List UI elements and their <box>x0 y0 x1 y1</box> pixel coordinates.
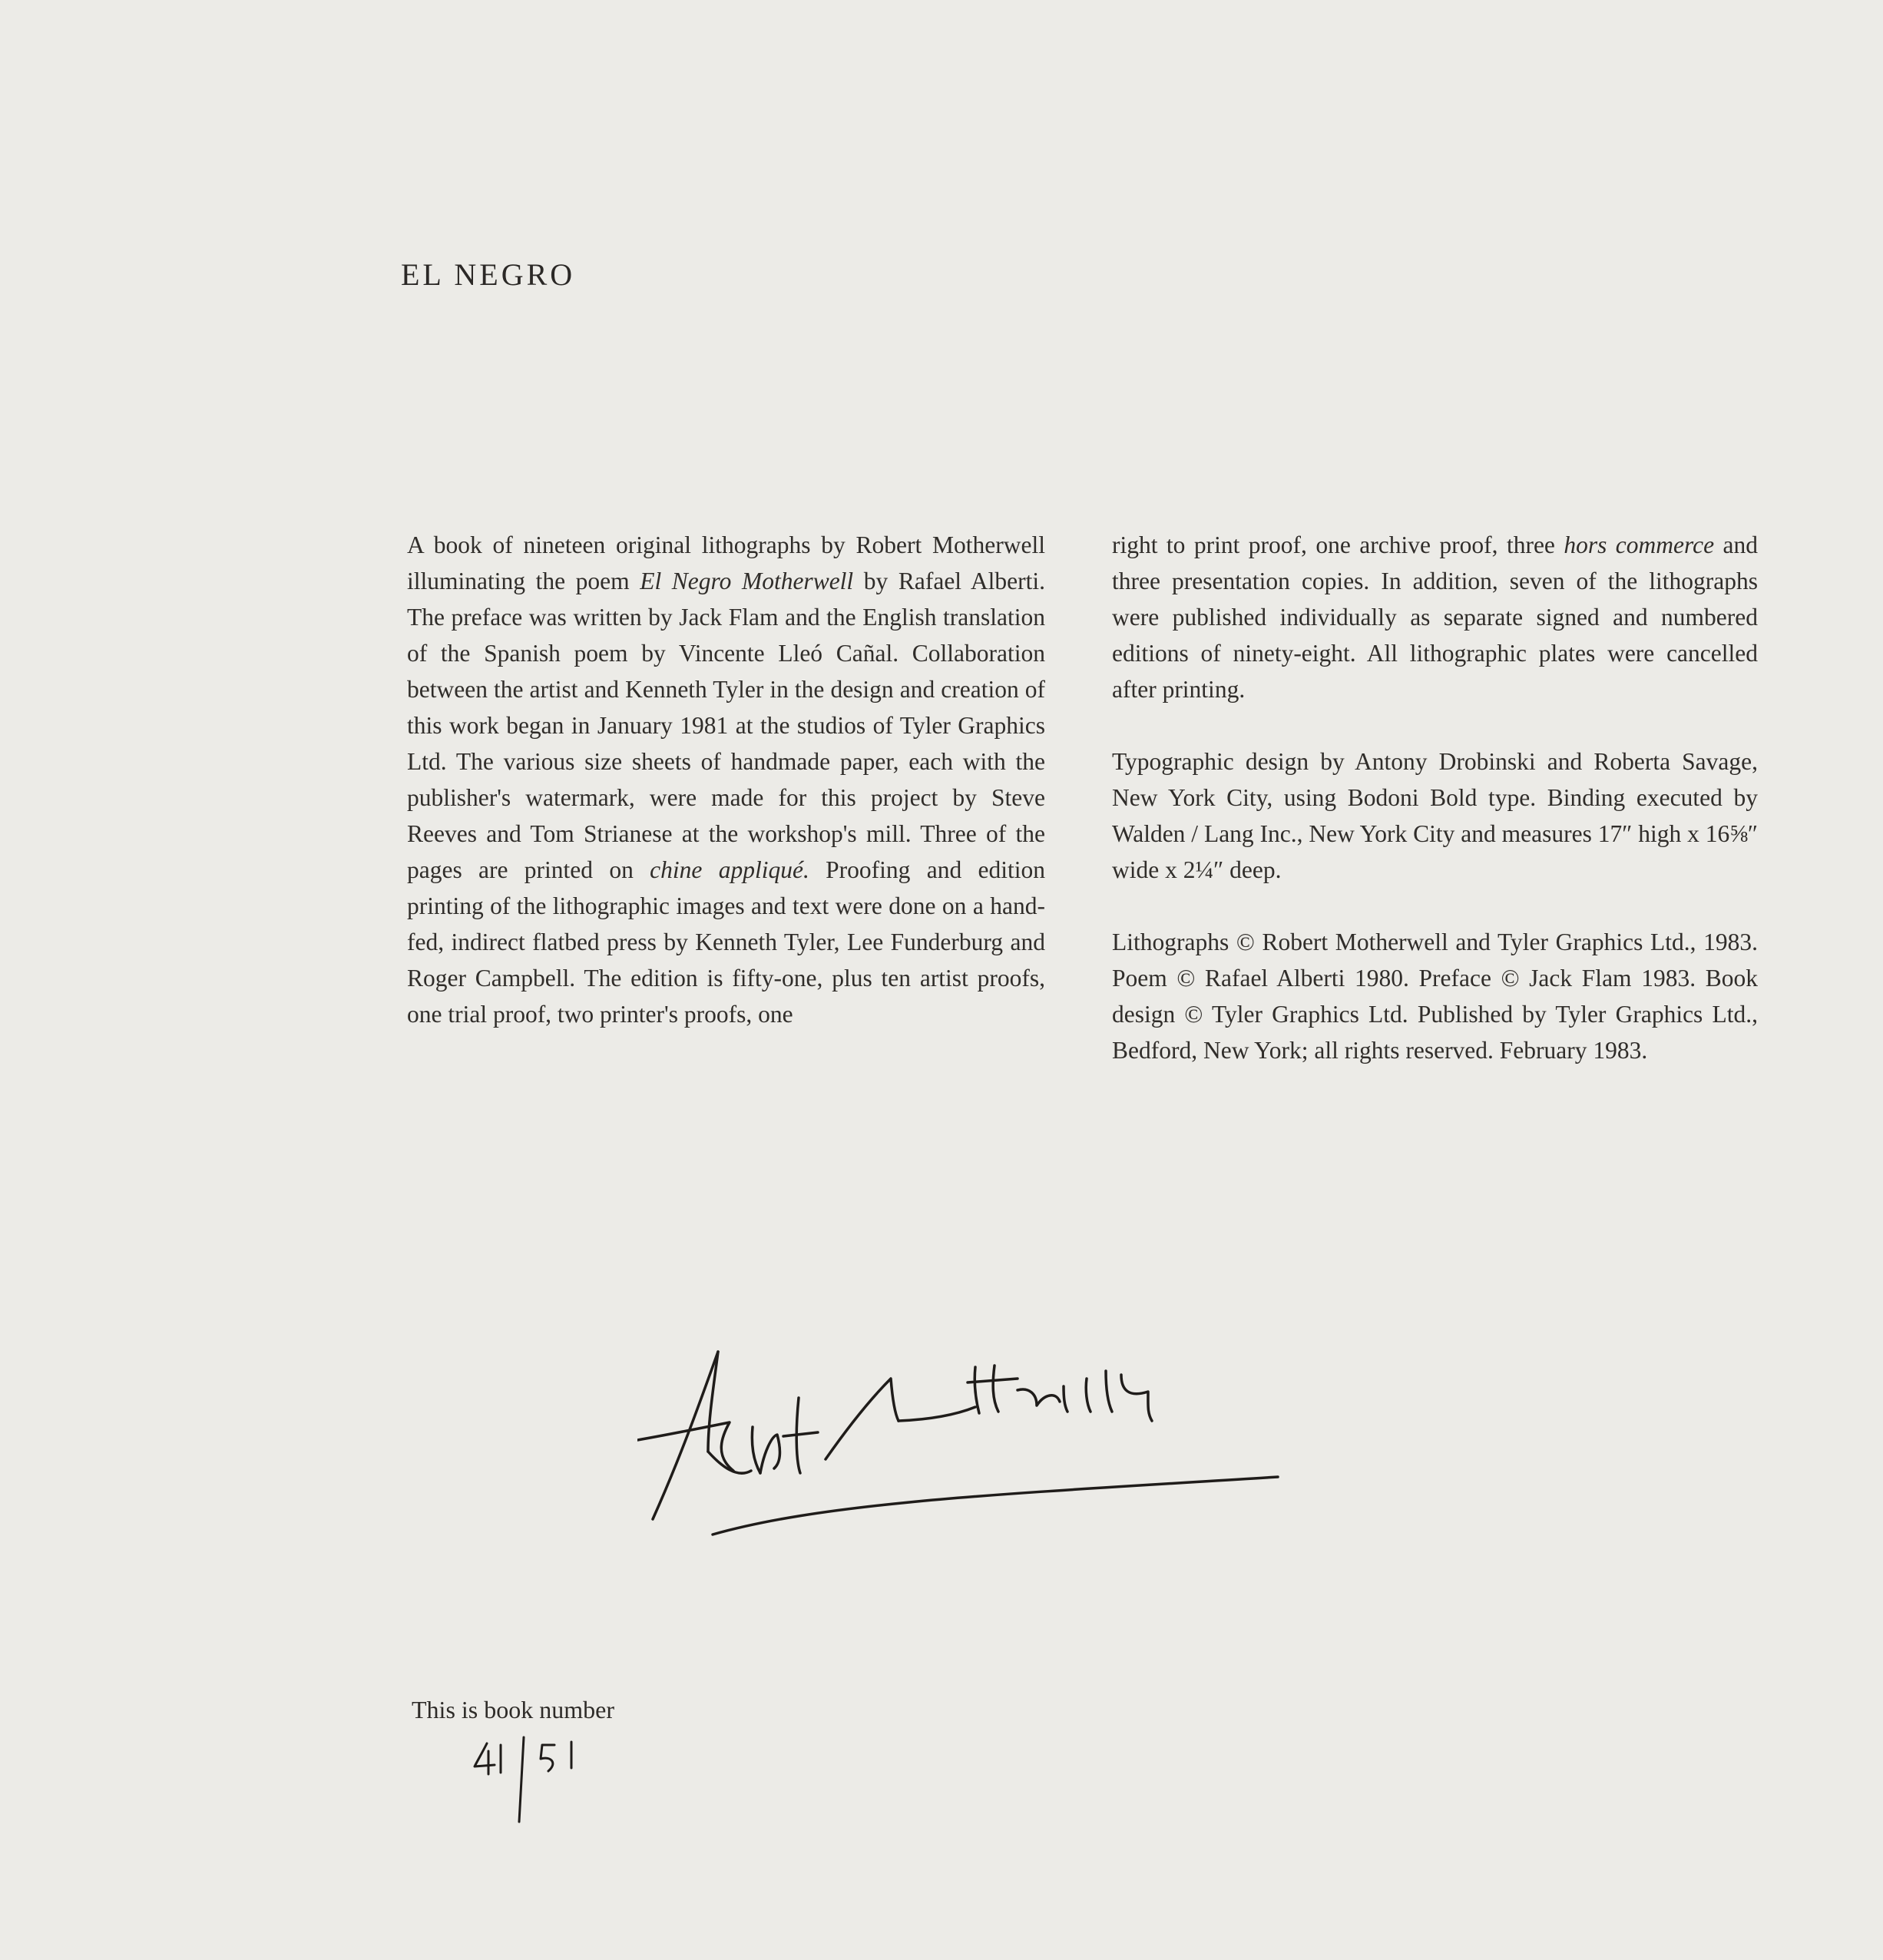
edition-term: hors commerce <box>1564 531 1715 558</box>
page-title: EL NEGRO <box>401 257 576 292</box>
colophon-paragraph <box>1112 527 1758 707</box>
book-number-handwritten <box>468 1736 599 1828</box>
book-number-label: This is book number <box>412 1696 614 1723</box>
colophon-left-column <box>407 527 1045 1032</box>
typography-paragraph: Typographic design by Antony Drobinski and Roberta Savage, New York City, using Bodoni Bold type. Binding executed by Walden / Lang Inc., New York City and measures 17″ high x 16⅝″ wide x 2¼″ deep. <box>1112 748 1758 883</box>
colophon-text: and three presentation copies. In addition, seven of the lithographs were published individually as separate signed and numbered editions of ninety-eight. All lithographic plates were cancelled after printing. <box>1112 531 1758 703</box>
colophon-text: Proofing and edition printing of the lithographic images and text were done on a hand-fed, indirect flatbed press by Kenneth Tyler, Lee Funderburg and Roger Campbell. The edition is fifty-one, plus ten artist proofs, one trial proof, two printer's proofs, one <box>407 856 1046 1028</box>
colophon-text: A book of nineteen original lithographs by Robert Motherwell illuminating the poem <box>407 531 1045 594</box>
artist-signature <box>637 1336 1298 1567</box>
colophon-text: by Rafael Alberti. The preface was written by Jack Flam and the English translation of the Spanish poem by Vincente Lleó Cañal. Collaboration between the artist and Kenneth Tyler in the design and creation of this work began in January 1981 at the studios of Tyler Graphics Ltd. The various size sheets of handmade paper, each with the publisher's watermark, were made for this project by Steve Reeves and Tom Strianese at the workshop's mill. Three of the pages are printed on <box>407 568 1045 883</box>
colophon-right-column <box>1112 527 1758 1068</box>
technique-term: chine appliqué. <box>650 856 809 883</box>
poem-title: El Negro Motherwell <box>640 568 854 594</box>
colophon-text: right to print proof, one archive proof, three <box>1112 531 1564 558</box>
copyright-paragraph: Lithographs © Robert Motherwell and Tyler Graphics Ltd., 1983. Poem © Rafael Alberti 1980. Preface © Jack Flam 1983. Book design © Tyler Graphics Ltd. Published by Tyler Graphics Ltd., Bedford, New York; all rights reserved. February 1983. <box>1112 929 1758 1064</box>
colophon-paragraph <box>407 527 1045 1032</box>
